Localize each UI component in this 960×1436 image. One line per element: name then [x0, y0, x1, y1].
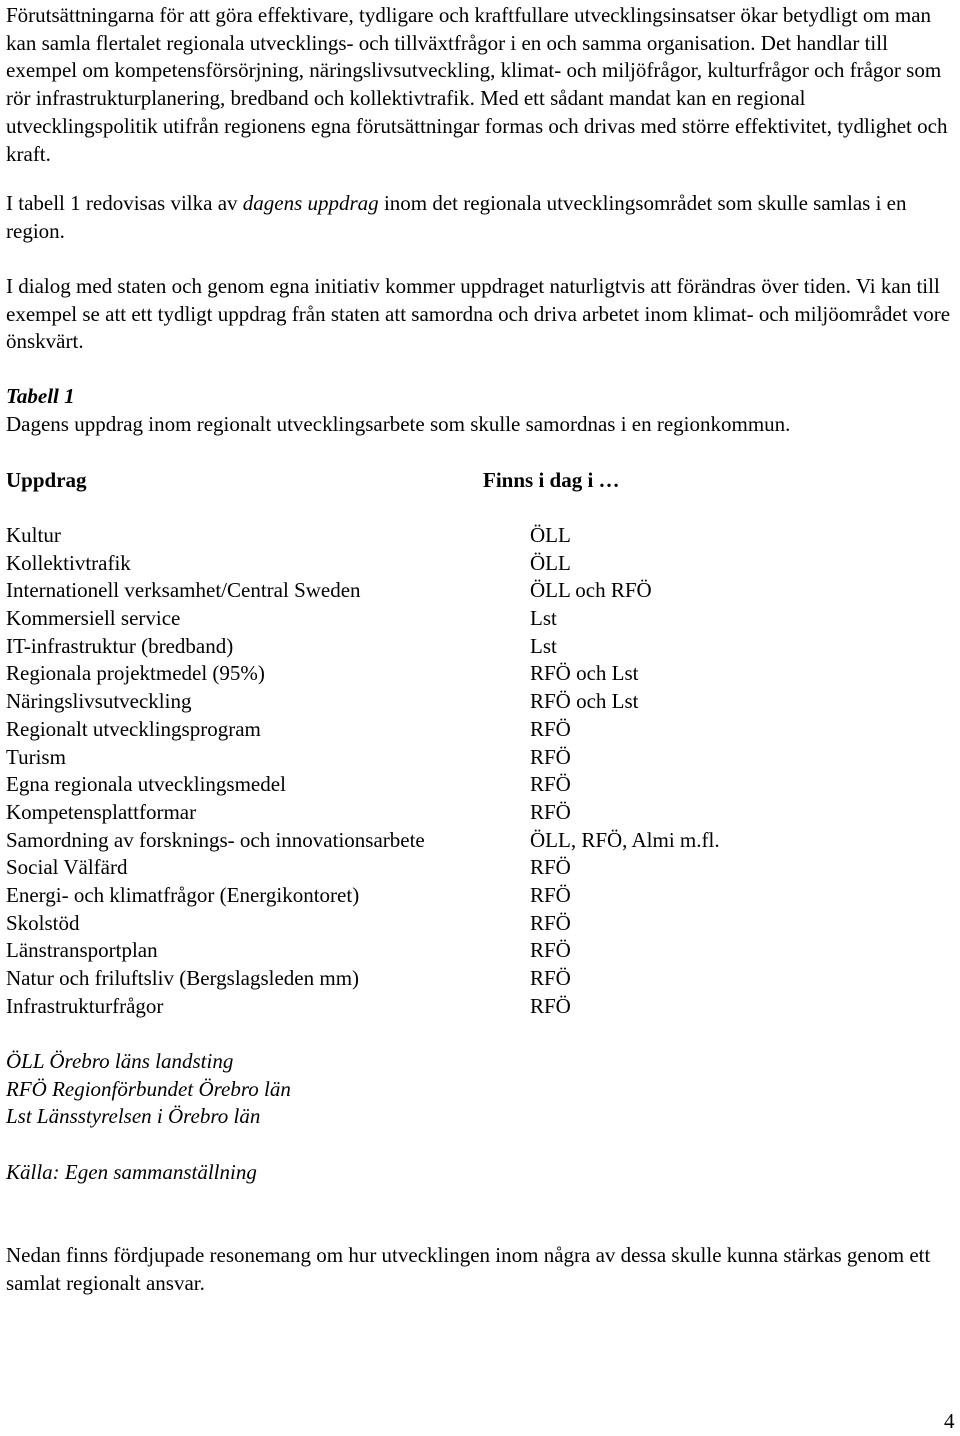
table-row: [6, 993, 956, 1021]
table-reference-paragraph: [6, 190, 956, 245]
location-cell: RFÖ: [530, 772, 571, 797]
task-cell: Turism: [6, 744, 66, 769]
page-number: 4: [944, 1409, 955, 1433]
location-cell: ÖLL, RFÖ, Almi m.fl.: [530, 827, 720, 852]
table-reference-emphasis: dagens uppdrag: [242, 191, 379, 215]
header-finns-i-dag: Finns i dag i …: [483, 468, 620, 492]
task-cell: Internationell verksamhet/Central Sweden: [6, 578, 361, 603]
closing-paragraph: Nedan finns fördjupade resonemang om hur utvecklingen inom några av dessa skulle kunna stärkas genom ett samlat regionalt ansvar.: [6, 1243, 931, 1295]
table-row: [6, 854, 956, 882]
location-cell: RFÖ: [530, 966, 571, 990]
task-cell: Regionalt utvecklingsprogram: [6, 716, 261, 741]
task-cell: Regionala projektmedel (95%): [6, 661, 265, 686]
location-cell: RFÖ: [530, 716, 571, 741]
task-cell: Social Välfärd: [6, 855, 128, 880]
location-cell: RFÖ: [530, 799, 571, 824]
table-row: [6, 744, 956, 772]
location-cell: RFÖ: [530, 882, 571, 907]
location-cell: ÖLL: [530, 550, 571, 575]
header-uppdrag: Uppdrag: [6, 468, 87, 492]
table-caption-title: Tabell 1: [6, 384, 75, 408]
location-cell: Lst: [530, 606, 557, 631]
table-row: [6, 716, 956, 744]
table-row: [6, 550, 956, 578]
location-cell: Lst: [530, 633, 557, 658]
task-cell: Infrastrukturfrågor: [6, 993, 164, 1018]
table-row: [6, 688, 956, 716]
table-row: [6, 937, 956, 965]
abbreviation-legend: [6, 1048, 291, 1131]
task-cell: Natur och friluftsliv (Bergslagsleden mm): [6, 966, 360, 990]
location-cell: RFÖ och Lst: [530, 661, 639, 686]
intro-paragraph: Förutsättningarna för att göra effektivare, tydligare och kraftfullare utvecklingsinsatser ökar betydligt om man kan samla flertalet regionala utvecklings- och tillväxtfrågor i en och samma organisation. Det handlar till exempel om kompetensförsörjning, näringslivsutveckling, klimat- och miljöfrågor, kulturfrågor och frågor som rör infrastrukturplanering, bredband och kollektivtrafik. Med ett sådant mandat kan en regional utvecklingspolitik utifrån regionens egna förutsättningar formas och drivas med större effektivitet, tydlighet och kraft.: [6, 3, 948, 166]
dialog-paragraph: I dialog med staten och genom egna initiativ kommer uppdraget naturligtvis att förändras över tiden. Vi kan till exempel se att ett tydligt uppdrag från staten att samordna och driva arbetet inom klimat- och miljöområdet vore önskvärt.: [6, 274, 951, 354]
location-cell: RFÖ: [530, 855, 571, 880]
table-row: [6, 771, 956, 799]
location-cell: ÖLL och RFÖ: [530, 578, 652, 603]
table-row: [6, 577, 956, 605]
table-row: [6, 660, 956, 688]
table-reference-text-start: I tabell 1 redovisas vilka av: [6, 191, 243, 215]
location-cell: ÖLL: [530, 523, 571, 547]
location-cell: RFÖ: [530, 744, 571, 769]
task-cell: Kultur: [6, 523, 61, 547]
task-cell: IT-infrastruktur (bredband): [6, 633, 234, 658]
table-row: [6, 910, 956, 938]
table-row: [6, 827, 956, 855]
legend-item-oll: ÖLL Örebro läns landsting: [6, 1049, 234, 1073]
task-cell: Länstransportplan: [6, 938, 158, 963]
table-row: [6, 799, 956, 827]
table-body: [6, 522, 956, 1020]
table-row: [6, 605, 956, 633]
task-cell: Kommersiell service: [6, 606, 181, 631]
task-cell: Energi- och klimatfrågor (Energikontoret): [6, 882, 360, 907]
source-note: Källa: Egen sammanställning: [6, 1160, 257, 1184]
task-cell: Egna regionala utvecklingsmedel: [6, 772, 286, 797]
table-row: [6, 633, 956, 661]
location-cell: RFÖ: [530, 993, 571, 1018]
task-cell: Kollektivtrafik: [6, 550, 131, 575]
task-cell: Näringslivsutveckling: [6, 689, 192, 714]
table-caption-text: Dagens uppdrag inom regionalt utvecklingsarbete som skulle samordnas i en regionkommun.: [6, 411, 791, 436]
table-row: [6, 965, 956, 993]
legend-item-lst: Lst Länsstyrelsen i Örebro län: [6, 1104, 261, 1129]
task-cell: Skolstöd: [6, 910, 80, 935]
table-caption: [6, 383, 790, 438]
table-row: [6, 522, 956, 550]
location-cell: RFÖ: [530, 938, 571, 963]
table-row: [6, 882, 956, 910]
task-cell: Samordning av forsknings- och innovationsarbete: [6, 827, 425, 852]
location-cell: RFÖ och Lst: [530, 689, 639, 714]
task-cell: Kompetensplattformar: [6, 799, 197, 824]
table-reference-text-end: inom det regionala utvecklingsområdet som skulle samlas i en region.: [6, 191, 907, 243]
location-cell: RFÖ: [530, 910, 571, 935]
legend-item-rfo: RFÖ Regionförbundet Örebro län: [6, 1076, 291, 1101]
